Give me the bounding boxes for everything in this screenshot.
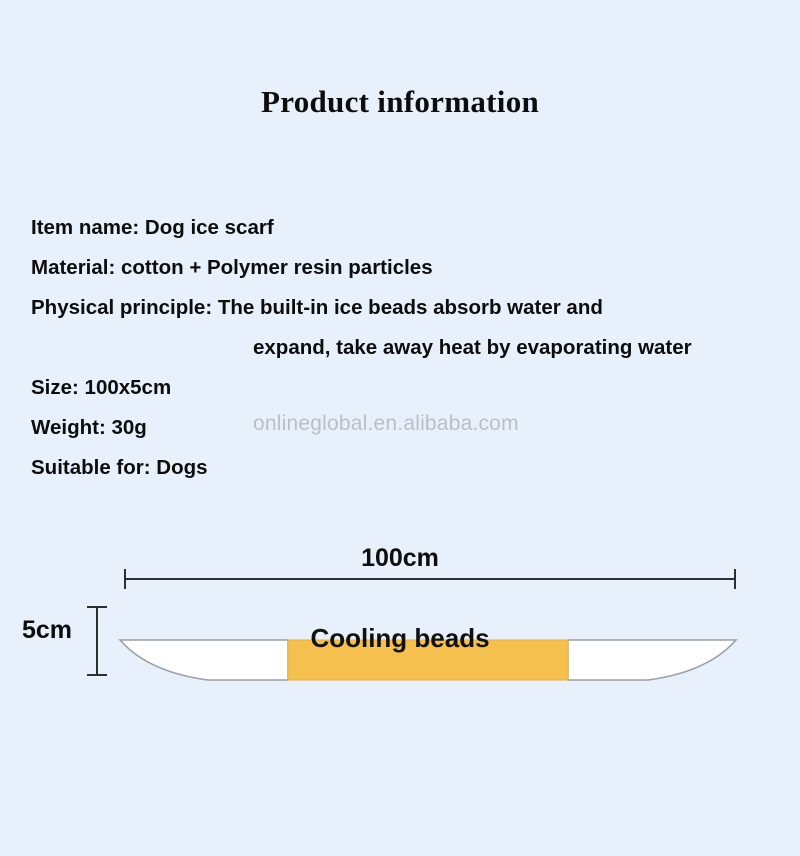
width-dimension-cap-bottom — [87, 674, 107, 676]
spec-suitable-for: Suitable for: Dogs — [31, 456, 208, 479]
cooling-beads-label: Cooling beads — [310, 623, 490, 653]
spec-weight: Weight: 30g — [31, 416, 147, 439]
scarf-left-section — [120, 640, 288, 680]
specification-list — [31, 208, 779, 488]
spec-physical-principle-continued: expand, take away heat by evaporating water — [253, 336, 692, 359]
spec-item-name: Item name: Dog ice scarf — [31, 216, 274, 239]
watermark-text: onlineglobal.en.alibaba.com — [253, 412, 519, 435]
spec-size: Size: 100x5cm — [31, 376, 172, 399]
page-title: Product information — [260, 84, 540, 119]
length-dimension-line — [124, 578, 736, 580]
product-diagram — [0, 528, 800, 708]
scarf-illustration — [118, 604, 738, 682]
length-dimension-label: 100cm — [361, 544, 439, 572]
length-dimension-cap-right — [734, 569, 736, 589]
spec-material: Material: cotton + Polymer resin particles — [31, 256, 433, 279]
scarf-right-section — [568, 640, 736, 680]
length-dimension-cap-left — [124, 569, 126, 589]
width-dimension-line — [96, 606, 98, 676]
width-dimension-label: 5cm — [22, 616, 73, 644]
spec-physical-principle: Physical principle: The built-in ice beads absorb water and — [31, 296, 603, 319]
cooling-beads-section — [288, 640, 568, 680]
width-dimension-cap-top — [87, 606, 107, 608]
